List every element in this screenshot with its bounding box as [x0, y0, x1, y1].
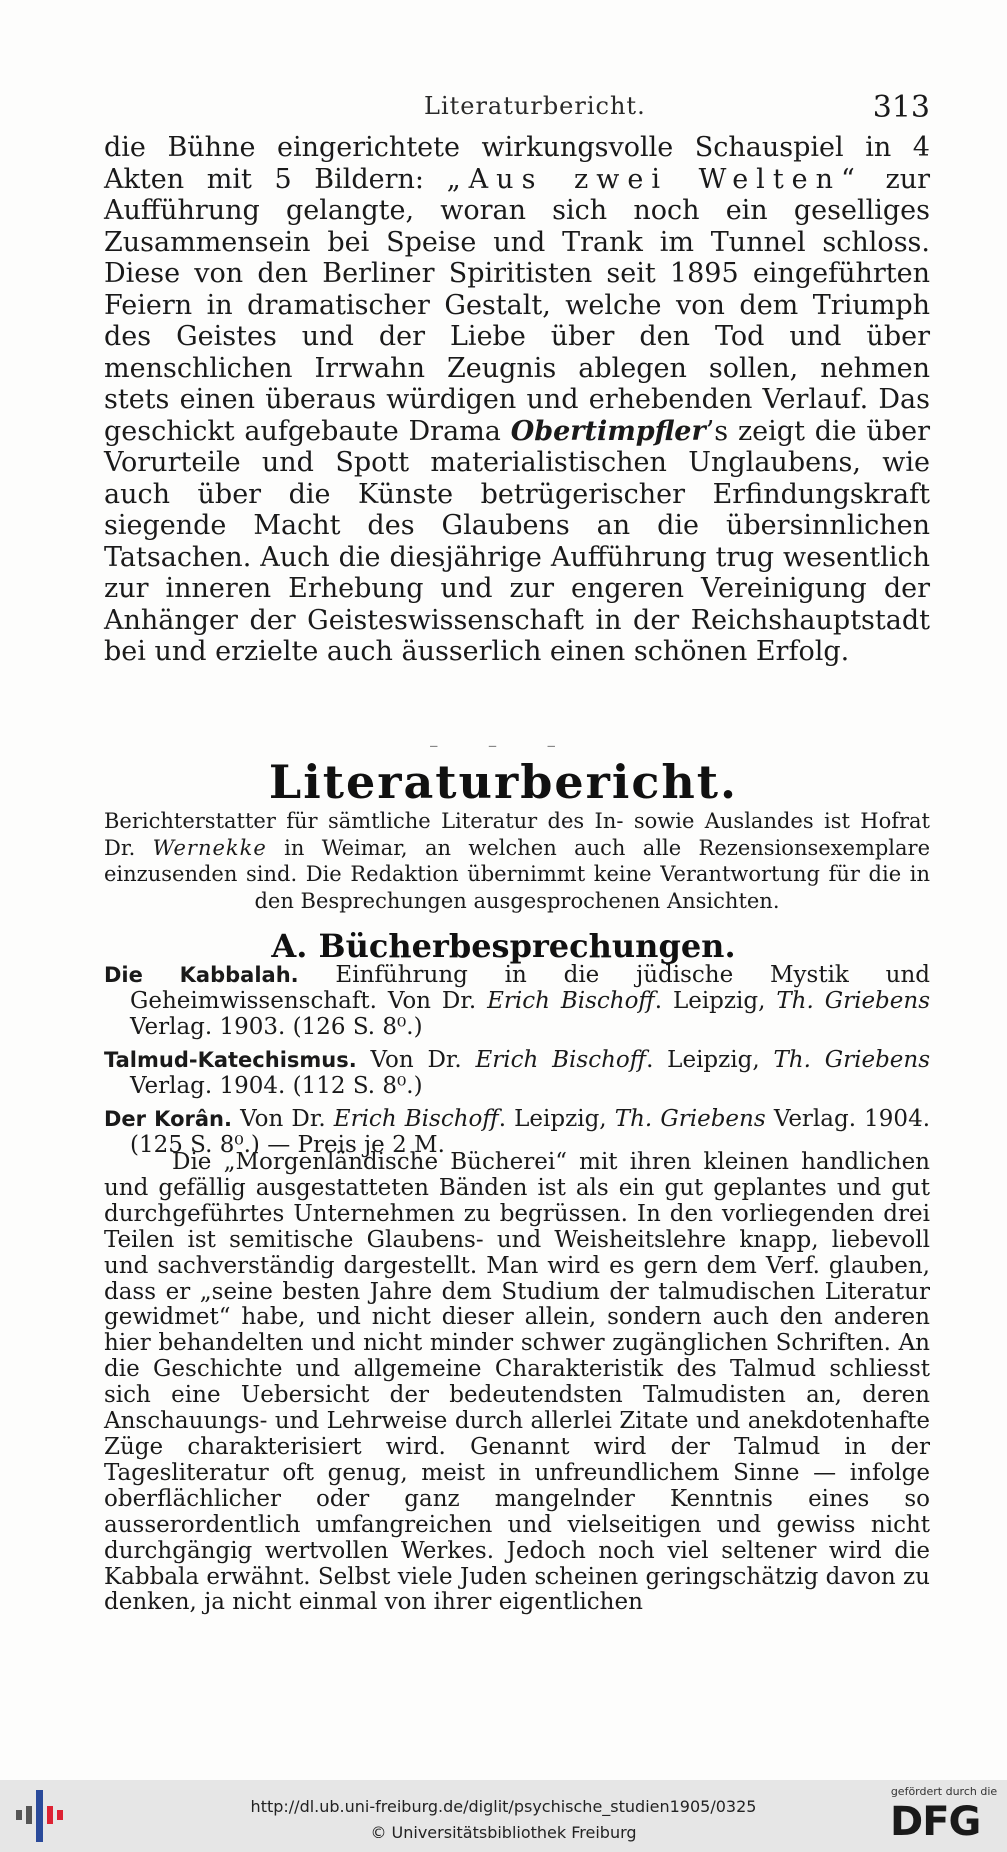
- intro-part-2: zur Aufführung gelangte, woran sich noch ein geselliges Zusammensein bei Speise und Trank im Tunnel schloss. Diese von den Berliner Spiritisten seit 1895 eingeführten Feiern in dramatischer Gestalt, welche von dem Triumph des Geistes und der Liebe über den Tod und über menschlichen Irrwahn Zeugnis ablegen sollen, nehmen stets einen überaus würdigen und erhebenden Verlauf. Das geschickt aufgebaute Drama: [104, 163, 931, 447]
- book-tail: Verlag. 1903. (126 S. 8⁰.): [130, 1014, 423, 1040]
- book-desc: Von Dr.: [356, 1047, 476, 1073]
- book-author: Erich Bischoff: [487, 988, 655, 1014]
- running-title: Literaturbericht.: [424, 92, 646, 120]
- section-title: Literaturbericht.: [268, 755, 739, 809]
- book-tail: Verlag. 1904. (112 S. 8⁰.): [130, 1073, 423, 1099]
- reporter-note: [104, 808, 930, 914]
- book-mid: . Leipzig,: [654, 988, 777, 1014]
- review-paragraph: [104, 1150, 930, 1616]
- copyright-text: © Universitätsbibliothek Freiburg: [370, 1823, 637, 1842]
- book-tail: Verlag. 1904. (125 S. 8⁰.) — Preis je 2 M.: [130, 1106, 931, 1158]
- intro-part-3: ’s zeigt die über Vorurteile und Spott materialistischen Unglaubens, wie auch über die Künste betrügerischer Erfindungskraft siegende Macht des Glaubens an die übersinnlichen Tatsachen. Auch die diesjährige Aufführung trug wesentlich zur inneren Erhebung und zur engeren Vereinigung der Anhänger der Geisteswissenschaft in der Reichshauptstadt bei und erzielte auch äusserlich einen schönen Erfolg.: [104, 415, 930, 667]
- book-author: Erich Bischoff: [475, 1047, 647, 1073]
- dfg-logo: DFG: [890, 1799, 981, 1845]
- book-desc: Von Dr.: [231, 1106, 334, 1132]
- author-name: Obertimpfler: [510, 415, 706, 447]
- section-divider: – – –: [429, 735, 578, 756]
- reporter-part-1: Berichterstatter für sämtliche Literatur des In- sowie Auslandes ist Hofrat Dr.: [104, 809, 930, 860]
- bibliography-entry: [104, 1047, 930, 1099]
- source-url-link[interactable]: http://dl.ub.uni-freiburg.de/diglit/psychische_studien1905/0325: [250, 1797, 757, 1816]
- book-publisher: Th. Griebens: [776, 988, 931, 1014]
- bibliography-list: [104, 962, 930, 1165]
- book-title: Die Kabbalah.: [104, 963, 299, 987]
- intro-paragraph: [104, 132, 930, 668]
- book-title: Talmud-Katechismus.: [104, 1048, 357, 1072]
- reporter-part-2: in Weimar, an welchen auch alle Rezensionsexemplare einzusenden sind. Die Redaktion übernimmt keine Verantwortung für die in den Besprechungen ausgesprochenen Ansichten.: [104, 835, 930, 913]
- intro-part-1: die Bühne eingerichtete wirkungsvolle Schauspiel in 4 Akten mit 5 Bildern:: [104, 132, 930, 195]
- book-mid: . Leipzig,: [646, 1047, 774, 1073]
- play-title: „Aus zwei Welten“: [446, 163, 863, 195]
- review-text: Die „Morgenländische Bücherei“ mit ihren kleinen handlichen und gefällig ausgestatteten Bänden ist als ein gut geplantes und gut durchgeführtes Unternehmen zu begrüssen. In den vorliegenden drei Teilen ist semitische Glaubens- und Weisheitslehre knapp, liebevoll und sachverständig dargestellt. Man wird es gern dem Verf. glauben, dass er „seine besten Jahre dem Studium der talmudischen Literatur gewidmet“ habe, und nicht dieser allein, sondern auch den anderen hier behandelten und nicht minder schwer zugänglichen Schriften. An die Geschichte und allgemeine Charakteristik des Talmud schliesst sich eine Uebersicht der bedeutendsten Talmudisten an, deren Anschauungs- und Lehrweise durch allerlei Zitate und anekdotenhafte Züge charakterisiert wird. Genannt wird der Talmud in der Tagesliteratur oft genug, meist in unfreundlichem Sinne — infolge oberflächlicher oder ganz mangelnder Kenntnis eines so ausserordentlich umfangreichen und vielseitigen und gewiss nicht durchgängig wertvollen Werkes. Jedoch noch viel seltener wird die Kabbala erwähnt. Selbst viele Juden scheinen geringschätzig davon zu denken, ja nicht einmal von ihrer eigentlichen: [104, 1149, 930, 1616]
- book-title: Der Korân.: [104, 1107, 232, 1131]
- book-publisher: Th. Griebens: [773, 1047, 931, 1073]
- subsection-title: A. Bücherbesprechungen.: [271, 927, 736, 965]
- running-head: [104, 92, 930, 132]
- book-publisher: Th. Griebens: [614, 1106, 766, 1132]
- funding-note: gefördert durch die: [890, 1785, 998, 1798]
- page-number: 313: [872, 90, 930, 125]
- book-author: Erich Bischoff: [333, 1106, 499, 1132]
- book-desc: Einführung in die jüdische Mystik und Geheimwissenschaft. Von Dr.: [130, 962, 930, 1014]
- intro-text: [104, 132, 930, 668]
- book-mid: . Leipzig,: [498, 1106, 615, 1132]
- reporter-name: Wernekke: [152, 835, 267, 860]
- bibliography-entry: [104, 962, 930, 1040]
